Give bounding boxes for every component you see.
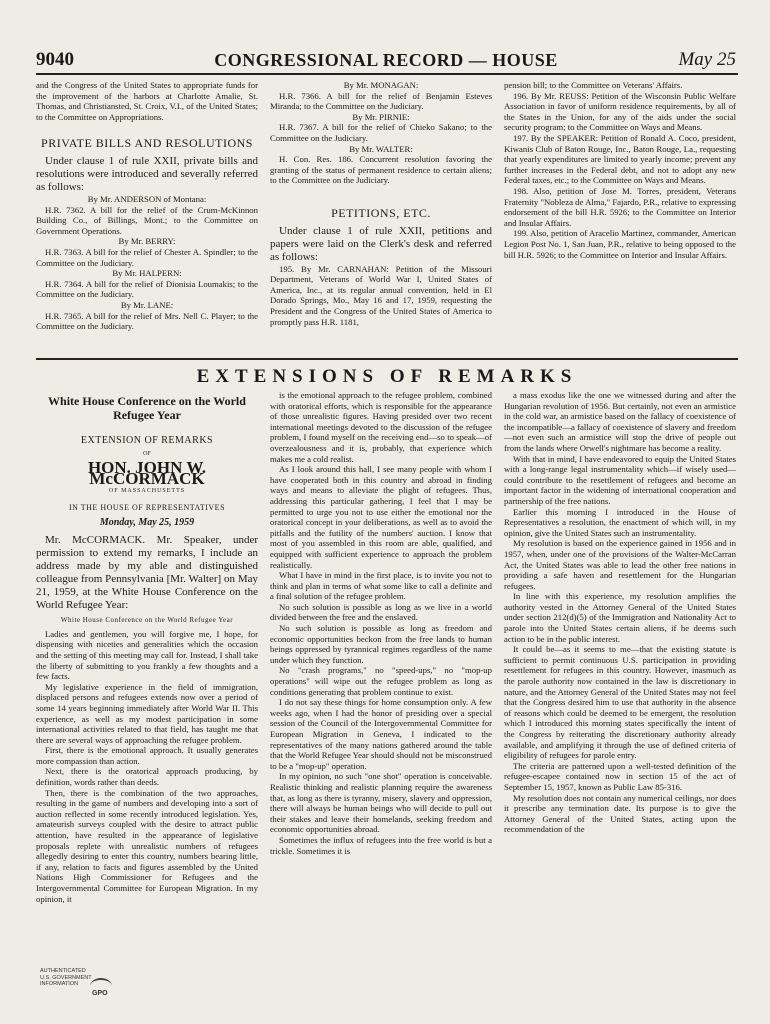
article-title: White House Conference on the World Refugee Year	[48, 394, 246, 422]
petition-item: 199. Also, petition of Aracelio Martinez, commander, American Legion Post No. 1, San Juan, P.R., relative to being opposed to the bill H.R. 5926; to the Committee on Interior and Insular Affairs.	[504, 228, 736, 260]
paragraph: With that in mind, I have endeavored to equip the United States with a long-range legal instrumentality which—if wisely used—could contribute to the resettlement of refugees and become an important factor in the widening of international cooperation and partnership of the free nations.	[504, 453, 736, 506]
continued-text: and the Congress of the United States to appropriate funds for the improvement of the harbors at Charlotte Amalie, St. Thomas, and Christiansted, St. Croix, V.I., of the United States; to the Committee on Appropriations.	[36, 80, 258, 122]
lead-paragraph: Mr. McCORMACK. Mr. Speaker, under permission to extend my remarks, I include an address made by my able and distinguished colleague from Pennsylvania [Mr. Walter] on May 21, 1959, at the White House Conference on the World Refugee Year:	[36, 534, 258, 612]
paragraph: No "crash programs," no "speed-ups," no "mop-up operations" will wipe out the refugee problem as long as conditions generating that problem continue to exist.	[270, 665, 492, 697]
paragraph: My resolution is based on the experience gained in 1956 and in 1957, when, under one of the provisions of the Walter-McCarran Act, the United States was able to lead the other free nations in providing a safe haven and resettlement for the Hungarian refugees.	[504, 538, 736, 591]
petition-item: 196. By Mr. REUSS: Petition of the Wisconsin Public Welfare Association in favor of uniform residence requirements, by all of the States in the Union, for any of the aids under the social security program; to the Committee on Ways and Means.	[504, 90, 736, 133]
petition-item: 195. By Mr. CARNAHAN: Petition of the Missouri Department, Veterans of World War I, United States of America, Inc., at its regular annual convention, held in El Dorado Springs, Mo., May 16 and 17, 1959, requesting the President and the Congress of the United States of America to promptly pass H.R. 1181,	[270, 263, 492, 327]
top-column-3	[504, 80, 736, 260]
body-text-2	[270, 390, 492, 856]
publication-title: CONGRESSIONAL RECORD — HOUSE	[214, 50, 558, 70]
bills-list-2	[270, 80, 492, 186]
stamp-line: AUTHENTICATED	[40, 968, 86, 974]
member-name: HON. JOHN W. McCORMACK	[87, 458, 207, 488]
paragraph: Ladies and gentlemen, you will forgive me, I hope, for dispensing with niceties and generalities which the occasion and the setting of this meeting may call for. Instead, I shall take the liberty of submitting to you frankly a few thoughts and a few facts.	[36, 628, 258, 682]
paragraph: My legislative experience in the field of immigration, displaced persons and refugees extends now over a period of some 14 years beginning immediately after World War II. This experience, as well as my modest participation in some international activities related to that field, has taught me that there are several ways of approaching the refugee problem.	[36, 681, 258, 745]
bill-entry: H.R. 7364. A bill for the relief of Dionisia Loumakis; to the Committee on the Judiciary.	[36, 278, 258, 300]
paragraph: What I have in mind in the first place, is to invite you not to think and plan in terms of what some like to call a definite and a final solution of the refugee problem.	[270, 570, 492, 602]
top-column-1	[36, 80, 258, 332]
section-rule	[36, 358, 738, 360]
paragraph: Next, there is the oratorical approach producing, by definition, words rather than deeds.	[36, 766, 258, 788]
paragraph: It could be—as it seems to me—that the existing statute is sufficient to permit continuous U.S. participation in providing resettlement for refugees in this country. However, inasmuch as the parole authority now contained in the law is discretionary in nature, and the Attorney General of the United States may not feel that the Congress desired him to use that authority in the absence of reasons which could be deemed to be emergent, the resolution which I introduced this morning states specifically the intent of the Congress by reiterating the discretionary authority already available, and amplifying it through the use of defined criteria of eligibility of refugees for parole entry.	[504, 644, 736, 761]
extension-label: EXTENSION OF REMARKS	[80, 435, 214, 446]
extension-column-3	[504, 390, 736, 835]
sponsor-line: By Mr. HALPERN:	[112, 268, 182, 279]
paragraph: I do not say these things for home consumption only. A few weeks ago, when I had the honor of presiding over a special session of the Council of the Intergovernmental Committee for European Migration in Geneva, I indicated to the representatives of the many nations gathered around the table that the World Refugee Year should should not be misconstrued to be a "mop-up" operation.	[270, 697, 492, 771]
paragraph: a mass exodus like the one we witnessed during and after the Hungarian revolution of 1956. But certainly, not even an armistice in the cold war, an armistice based on the fallacy of coexistence of the incompatible—a fallacy of coexistence of slavery and freedom—not even such an armistice will stop the drive of people out from the lands where Orwell's nightmare has become a reality.	[504, 390, 736, 453]
header-rule	[36, 73, 738, 75]
extensions-banner: EXTENSIONS OF REMARKS	[196, 366, 578, 387]
bill-entry: H.R. 7367. A bill for the relief of Chieko Sakano; to the Committee on the Judiciary.	[270, 122, 492, 143]
continued-text: pension bill; to the Committee on Veterans' Affairs.	[504, 80, 683, 90]
gpo-logo: GPO	[92, 990, 108, 997]
private-bills-heading: PRIVATE BILLS AND RESOLUTIONS	[41, 136, 253, 151]
petition-item: 198. Also, petition of Jose M. Torres, president, Veterans Fraternity "Nobleza de Alma," Fajardo, P.R., relative to expressing endorsement of the bill H.R. 5926; to the Committee on Interior and Insular Affairs.	[504, 185, 736, 228]
petition-item: 197. By the SPEAKER: Petition of Ronald A. Coco, president, Kiwanis Club of Baton Rouge, Inc., Baton Rouge, La., requesting that yearly expenditures are limited to yearly income; prevent any further increases in the Federal debt, and not to adopt any new Federal taxes, etc.; to the Committee on Ways and Means.	[504, 132, 736, 186]
paragraph: The criteria are patterned upon a well-tested definition of the refugee-escapee contained now in section 15 of the act of September 15, 1957, known as Public Law 85-316.	[504, 760, 736, 792]
paragraph: My resolution does not contain any numerical ceilings, nor does it prescribe any termination date. Its purpose is to give the Attorney General of the United States, acting upon the recommendation of the	[504, 792, 736, 835]
address-heading: White House Conference on the World Refugee Year	[60, 616, 234, 625]
page-number: 9040	[36, 49, 74, 70]
bill-entry: H. Con. Res. 186. Concurrent resolution favoring the granting of the status of permanent residence to certain aliens; to the Committee on the Judiciary.	[270, 154, 492, 186]
stamp-line: U.S. GOVERNMENT	[40, 974, 92, 981]
page-header	[36, 49, 736, 71]
paragraph: No such solution is possible as long as freedom and economic opportunities beckon from the free lands to human beings oppressed by tyrannical regimes regardless of the name under which they function.	[270, 623, 492, 665]
bill-entry: H.R. 7363. A bill for the relief of Chester A. Spindler; to the Committee on the Judiciary.	[36, 246, 258, 268]
member-state: OF MASSACHUSETTS	[108, 488, 186, 495]
paragraph: In line with this experience, my resolution amplifies the authority vested in the Attorney General of the United States under section 212(d)(5) of the Immigration and Nationality Act to parole into the United States certain aliens, if he deems such action to be in the public interest.	[504, 591, 736, 644]
sponsor-line: By Mr. BERRY:	[118, 236, 176, 247]
of-label: OF	[143, 450, 151, 457]
remarks-date: Monday, May 25, 1959	[99, 516, 195, 528]
paragraph: Then, there is the combination of the two approaches, resulting in the game of numbers and developing into a sort of auction reflected in some recently introduced legislation. Yes, amateurish surveys coupled with the desire to attract public attention, have resulted in the appearance of legislative proposals replete with unrealistic numbers of refugees allegedly desiring to enter this country, numbers bearing little, if any, relation to facts and figures assembled by the United Nations High Commissioner for Refugees and the Intergovernmental Committee for European Migration. In my opinion, it	[36, 787, 258, 904]
paragraph: Earlier this morning I introduced in the House of Representatives a resolution, the enactment of which will, in my opinion, give the United States such an instrumentality.	[504, 506, 736, 538]
authentication-stamp	[40, 968, 120, 1012]
paragraph: First, there is the emotional approach. It usually generates more compassion than action.	[36, 745, 258, 766]
petitions-intro: Under clause 1 of rule XXII, petitions and papers were laid on the Clerk's desk and referred as follows:	[270, 224, 492, 263]
bill-entry: H.R. 7365. A bill for the relief of Mrs. Nell C. Player; to the Committee on the Judiciary.	[36, 310, 258, 332]
bills-list-1	[36, 194, 258, 332]
sponsor-line: By Mr. PIRNIE:	[352, 111, 410, 122]
paragraph: In my opinion, no such "one shot" operation is conceivable. Realistic thinking and realistic planning require the awareness that, as long as there is tyranny, misery, slavery and oppression, there will always be human beings who will decide to pull out their stakes and leave their homelands, seeking freedom and economic opportunities abroad.	[270, 771, 492, 835]
paragraph: As I look around this hall, I see many people with whom I have cooperated both in this country and abroad in finding ways and means to alleviate the plight of refugees. Thus, addressing this particular gathering, I feel that I may be permitted to urge you not to use either the emotional nor the oratorical concept in your deliberations, as well as to avoid the pitfalls and the futility of the numbers' auction. I know that most of you assembled in this room are able, qualified, and equipped with sufficient experience to approach the problem realistically.	[270, 464, 492, 570]
petitions-heading: PETITIONS, ETC.	[331, 205, 431, 220]
bill-entry: H.R. 7366. A bill for the relief of Benjamin Esteves Miranda; to the Committee on the Judiciary.	[270, 90, 492, 112]
paragraph: Sometimes the influx of refugees into the free world is but a trickle. Sometimes it is	[270, 834, 492, 856]
sponsor-line: By Mr. MONAGAN:	[343, 80, 419, 90]
body-text-1	[36, 629, 258, 904]
petitions-list	[504, 91, 736, 261]
extension-column-1	[36, 390, 258, 904]
stamp-line: INFORMATION	[40, 981, 79, 987]
top-column-2	[270, 80, 492, 327]
page-date: May 25	[678, 49, 736, 70]
bill-entry: H.R. 7362. A bill for the relief of the Crum-McKinnon Building Co., of Billings, Mont.; to the Committee on Government Operations.	[36, 204, 258, 236]
chamber-label: IN THE HOUSE OF REPRESENTATIVES	[68, 502, 226, 512]
sponsor-line: By Mr. ANDERSON of Montana:	[87, 193, 207, 204]
sponsor-line: By Mr. WALTER:	[349, 143, 413, 154]
body-text-3	[504, 390, 736, 835]
paragraph: is the emotional approach to the refugee problem, combined with oratorical efforts, which is responsible for the appearance of those unrealistic figures. Having presided over two recent international meetings devoted to the discussion of the refugee problem, I found myself on the receiving end—so to speak—of overzealousness and it is, probably, that experience which makes me a cold realist.	[270, 390, 492, 464]
paragraph: No such solution is possible as long as we live in a world divided between the free and the enslaved.	[270, 601, 492, 623]
sponsor-line: By Mr. LANE:	[120, 299, 174, 310]
extension-column-2	[270, 390, 492, 856]
private-bills-intro: Under clause 1 of rule XXII, private bills and resolutions were introduced and severally referred as follows:	[36, 154, 258, 193]
